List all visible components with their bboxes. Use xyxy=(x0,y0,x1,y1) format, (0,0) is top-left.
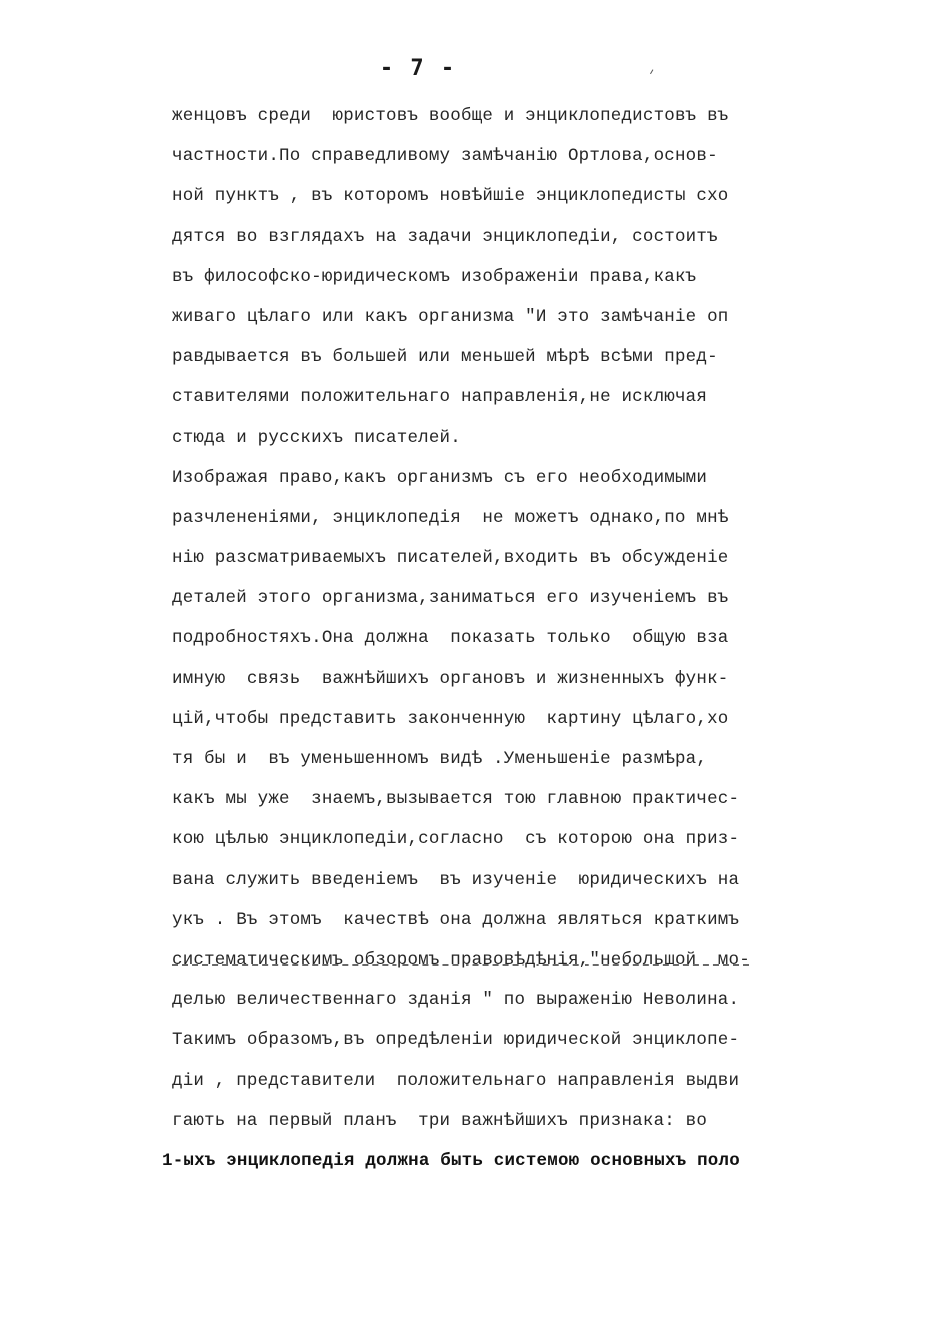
text-line: гають на первый планъ три важнѣйшихъ признака: во xyxy=(172,1110,708,1131)
text-line: дятся во взглядахъ на задачи энциклопедіи, состоитъ xyxy=(172,226,718,247)
body-text xyxy=(162,96,772,1181)
text-line: стюда и русскихъ писателей. xyxy=(172,427,461,448)
page-number: - 7 - xyxy=(379,56,457,81)
text-line: имную связь важнѣйшихъ органовъ и жизненныхъ функ- xyxy=(172,668,729,689)
text-line: живаго цѣлаго или какъ организма "И это замѣчаніе оп xyxy=(172,306,729,327)
text-line: тя бы и въ уменьшенномъ видѣ .Уменьшеніе размѣра, xyxy=(172,749,708,769)
text-line: въ философско-юридическомъ изображеніи права,какъ xyxy=(172,266,697,287)
text-line: 1-ыхъ энциклопедія должна быть системою основныхъ поло xyxy=(162,1150,740,1171)
text-line: діи , представители положительнаго направленія выдви xyxy=(172,1070,740,1091)
text-line: подробностяхъ.Она должна показать только общую вза xyxy=(172,628,729,649)
text-line: Такимъ образомъ,въ опредѣленіи юридической энциклопе- xyxy=(172,1030,740,1051)
text-line: нію разсматриваемыхъ писателей,входить въ обсужденіе xyxy=(172,548,729,569)
text-line: укъ . Въ этомъ качествѣ она должна являться краткимъ xyxy=(172,909,740,930)
text-line: кою цѣлью энциклопедіи,согласно съ которою она приз- xyxy=(172,829,740,850)
text-line: какъ мы уже знаемъ,вызывается тою главною практичес- xyxy=(172,789,740,810)
text-line: Изображая право,какъ организмъ съ его необходимыми xyxy=(172,467,708,488)
text-line: систематическимъ обзоромъ правовѣдѣнія,"небольшой мо- xyxy=(172,949,750,970)
text-line: равдывается въ большей или меньшей мѣрѣ всѣми пред- xyxy=(172,347,718,368)
text-line: цій,чтобы представить законченную картину цѣлаго,хо xyxy=(172,708,729,729)
text-line: делью величественнаго зданія " по выраженію Неволина. xyxy=(172,990,740,1011)
text-line: женцовъ среди юристовъ вообще и энциклопедистовъ въ xyxy=(172,106,729,126)
text-line: вана служить введеніемъ въ изученіе юридическихъ на xyxy=(172,869,740,890)
text-line: ставителями положительнаго направленія,не исключая xyxy=(172,387,708,408)
text-line: разчлененіями, энциклопедія не можетъ однако,по мнѣ xyxy=(172,507,729,528)
text-line: ной пунктъ , въ которомъ новѣйшіе энциклопедисты схо xyxy=(172,186,729,207)
text-line: деталей этого организма,заниматься его изученіемъ въ xyxy=(172,588,729,609)
text-line: частности.По справедливому замѣчанію Ортлова,основ- xyxy=(172,146,718,167)
